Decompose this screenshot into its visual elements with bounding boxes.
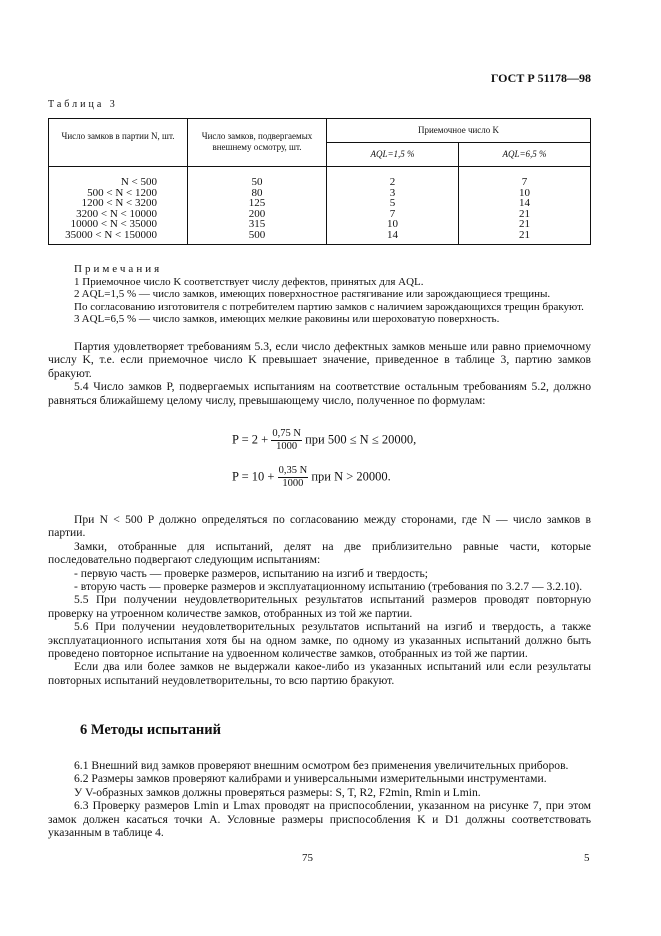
note-1: 1 Приемочное число K соответствует числу дефектов, принятых для AQL.: [74, 275, 424, 288]
para-5-4: 5.4 Число замков P, подвергаемых испытаниям на соответствие остальным требованиям 5.2, должно равняться ближайшему целому числу, превышающему число, полученное по формулам:: [48, 380, 591, 407]
col-header-aql15: AQL=1,5 %: [327, 143, 459, 167]
cell: 50: [251, 176, 263, 188]
para-6-2: 6.2 Размеры замков проверяют калибрами и универсальными измерительными инструментами.: [74, 772, 547, 786]
table-body: N < 500 500 < N < 1200 1200 < N < 3200 3200 < N < 10000 10000 < N < 35000 35000 < N < 150000 50 80 125 200 315 500 2 3 5 7 10 14 7 10 14 21 21 21: [49, 167, 591, 245]
page-number-right: 5: [584, 852, 590, 864]
notes-title: Примечания: [74, 263, 163, 275]
para-first-part: - первую часть — проверке размеров, испытанию на изгиб и твердость;: [74, 566, 428, 580]
note-3: 3 AQL=6,5 % — число замков, имеющих мелкие раковины или шероховатую поверхность.: [74, 313, 500, 326]
formula-2: P = 10 + $\frac{0,35 N}{1000}$ при N > 20000.: [232, 465, 391, 489]
cell: N < 500: [120, 176, 157, 188]
para-acceptance: Партия удовлетворяет требованиям 5.3, если число дефектных замков меньше или равно приемочному числу K, т.е. если приемочное число K превышает значение, приведенное в таблице 3, партию замков бракуют.: [48, 340, 591, 380]
acceptance-text: [48, 340, 591, 407]
formula-1: P = 2 + $\frac{0,75 N}{1000}$ при 500 ≤ N ≤ 20000,: [232, 428, 417, 452]
col-header-acceptance: Приемочное число K: [327, 119, 591, 143]
col-header-inspected: Число замков, подвергаемых внешнему осмотру, шт.: [188, 119, 327, 167]
table-caption: Таблица 3: [48, 99, 118, 110]
table-3: [48, 118, 591, 245]
page-number-center: 75: [302, 852, 313, 864]
col-header-lot-size: Число замков в партии N, шт.: [49, 119, 188, 167]
note-2: 2 AQL=1,5 % — число замков, имеющих поверхностное растягивание или зарождающиеся трещины.: [74, 288, 551, 301]
col-header-aql65: AQL=6,5 %: [459, 143, 591, 167]
para-5-6: 5.6 При получении неудовлетворительных результатов испытаний на изгиб и твердость, а также эксплуатационного испытания хотя бы на одном замке, по одному из указанных испытаний должно быть проведено повторное испытание на удвоенном количестве замков, отобранных из той же партии.: [48, 620, 591, 661]
para-second-part: - вторую часть — проверке размеров и эксплуатационному испытанию (требования по 3.2.7 — 3.2.10).: [74, 580, 583, 594]
cell: 7: [521, 176, 528, 188]
cell: 2: [389, 176, 396, 188]
para-6-1: 6.1 Внешний вид замков проверяют внешним осмотром без применения увеличительных приборов.: [74, 759, 569, 772]
para-6-3: 6.3 Проверку размеров Lmin и Lmax проводят на приспособлении, указанном на рисунке 7, при этом замок должен касаться точки A. Условные размеры приспособления K и D1 должны соответствовать указанным в таблице 4.: [48, 799, 591, 840]
testing-text: [48, 513, 591, 687]
table-notes: [48, 263, 591, 326]
note-2b: По согласованию изготовителя с потребителем партию замков с наличием зарождающихся трещин бракуют.: [74, 300, 584, 313]
standard-header: ГОСТ Р 51178—98: [490, 71, 591, 85]
section-6-heading: 6 Методы испытаний: [80, 722, 221, 738]
para-reject: Если два или более замков не выдержали какое-либо из указанных испытаний или если результаты повторных испытаний неудовлетворительны, то всю партию бракуют.: [48, 660, 591, 687]
para-n-less-500: При N < 500 P должно определяться по согласованию между сторонами, где N — число замков в партии.: [48, 513, 591, 540]
para-split: Замки, отобранные для испытаний, делят на две приблизительно равные части, которые последовательно подвергают следующим испытаниям:: [48, 539, 591, 567]
para-6-2b: У V-образных замков должны проверяться размеры: S, T, R2, F2min, Rmin и Lmin.: [74, 785, 481, 799]
section-6-text: [48, 759, 591, 839]
para-5-5: 5.5 При получении неудовлетворительных результатов испытаний размеров проводят повторную проверку на утроенном количестве замков, отобранных из той же партии.: [48, 593, 591, 620]
